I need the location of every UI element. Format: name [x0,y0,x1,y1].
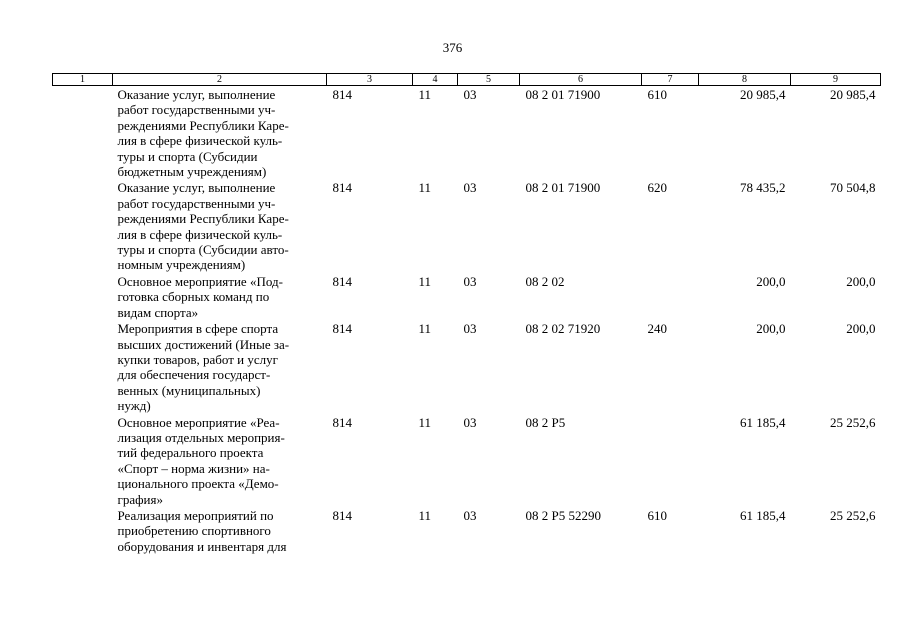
section-code: 11 [418,321,432,337]
row-index-cell [53,414,113,507]
column-header-2: 2 [113,74,327,86]
column-header-4: 4 [413,74,458,86]
amount-col-8: 200,0 [756,273,786,289]
description-line: «Спорт – норма жизни» на- [117,460,270,476]
row-index-cell [53,507,113,554]
row-description [113,414,327,507]
amount-col-8: 61 185,4 [740,507,786,523]
section-code: 11 [418,273,432,289]
description-line: ционального проекта «Демо- [117,476,279,492]
table-row [53,86,881,180]
description-line: Основное мероприятие «Под- [117,273,283,289]
row-index-cell [53,320,113,413]
column-header-5: 5 [458,74,520,86]
target-article-code: 08 2 01 71900 [525,87,601,102]
subsection-code: 03 [463,87,477,102]
description-line: Основное мероприятие «Реа- [117,414,280,430]
description-line: Оказание услуг, выполнение [117,180,276,196]
description-line: туры и спорта (Субсидии [117,148,258,164]
expense-type-code: 610 [647,507,667,523]
table-row [53,507,881,554]
row-description [113,507,327,554]
description-line: туры и спорта (Субсидии авто- [117,242,289,258]
description-line: высших достижений (Иные за- [117,336,290,352]
column-header-3: 3 [327,74,413,86]
description-line: лия в сфере физической куль- [117,133,283,149]
description-line: Мероприятия в сфере спорта [117,321,279,337]
amount-col-8: 20 985,4 [740,87,786,102]
description-line: приобретению спортивного [117,523,271,539]
description-line: лизация отдельных мероприя- [117,429,285,445]
amount-col-9: 70 504,8 [830,180,876,196]
column-header-7: 7 [642,74,699,86]
description-line: работ государственными уч- [117,195,276,211]
table-row [53,320,881,413]
table-row [53,414,881,507]
header-row [53,74,881,86]
column-header-1: 1 [53,74,113,86]
table-body [53,86,881,555]
ministry-code: 814 [332,273,352,289]
description-line: реждениями Республики Каре- [117,211,289,227]
row-description [113,320,327,413]
subsection-code: 03 [463,507,477,523]
description-line: купки товаров, работ и услуг [117,351,278,367]
column-header-9: 9 [791,74,881,86]
amount-col-9: 20 985,4 [830,87,876,102]
ministry-code: 814 [332,414,352,430]
expense-type-code: 610 [647,87,667,102]
row-description [113,86,327,180]
target-article-code: 08 2 P5 52290 [525,507,601,523]
description-line: Оказание услуг, выполнение [117,87,276,102]
amount-col-9: 25 252,6 [830,507,876,523]
expense-type-code: 620 [647,180,667,196]
amount-col-8: 78 435,2 [740,180,786,196]
description-line: оборудования и инвентаря для [117,538,287,554]
expense-type-code [642,414,699,507]
description-line: реждениями Республики Каре- [117,117,289,133]
section-code: 11 [418,180,432,196]
budget-table [52,73,881,554]
description-line: номным учреждениям) [117,257,246,273]
target-article-code: 08 2 02 [525,273,565,289]
column-header-8: 8 [699,74,791,86]
ministry-code: 814 [332,180,352,196]
row-index-cell [53,273,113,320]
amount-col-9: 25 252,6 [830,414,876,430]
description-line: тий федерального проекта [117,445,264,461]
description-line: работ государственными уч- [117,102,276,118]
table-row [53,273,881,320]
page-number: 376 [442,40,463,55]
expense-type-code: 240 [647,321,667,337]
description-line: готовка сборных команд по [117,289,270,305]
subsection-code: 03 [463,321,477,337]
description-line: графия» [117,491,163,507]
row-index-cell [53,86,113,180]
ministry-code: 814 [332,507,352,523]
section-code: 11 [418,87,432,102]
section-code: 11 [418,414,432,430]
section-code: 11 [418,507,432,523]
subsection-code: 03 [463,273,477,289]
row-description [113,273,327,320]
description-line: лия в сфере физической куль- [117,226,283,242]
subsection-code: 03 [463,414,477,430]
row-description [113,179,327,272]
ministry-code: 814 [332,321,352,337]
expense-type-code [642,273,699,320]
ministry-code: 814 [332,87,352,102]
description-line: для обеспечения государст- [117,367,271,383]
column-header-6: 6 [520,74,642,86]
row-index-cell [53,179,113,272]
description-line: Реализация мероприятий по [117,507,274,523]
amount-col-9: 200,0 [846,273,876,289]
table-row [53,179,881,272]
amount-col-8: 200,0 [756,321,786,337]
subsection-code: 03 [463,180,477,196]
amount-col-8: 61 185,4 [740,414,786,430]
description-line: венных (муниципальных) [117,382,261,398]
target-article-code: 08 2 02 71920 [525,321,601,337]
table-header [53,74,881,86]
description-line: нужд) [117,398,151,414]
description-line: видам спорта» [117,304,199,320]
description-line: бюджетным учреждениям) [117,164,267,180]
target-article-code: 08 2 01 71900 [525,180,601,196]
target-article-code: 08 2 P5 [525,414,566,430]
amount-col-9: 200,0 [846,321,876,337]
